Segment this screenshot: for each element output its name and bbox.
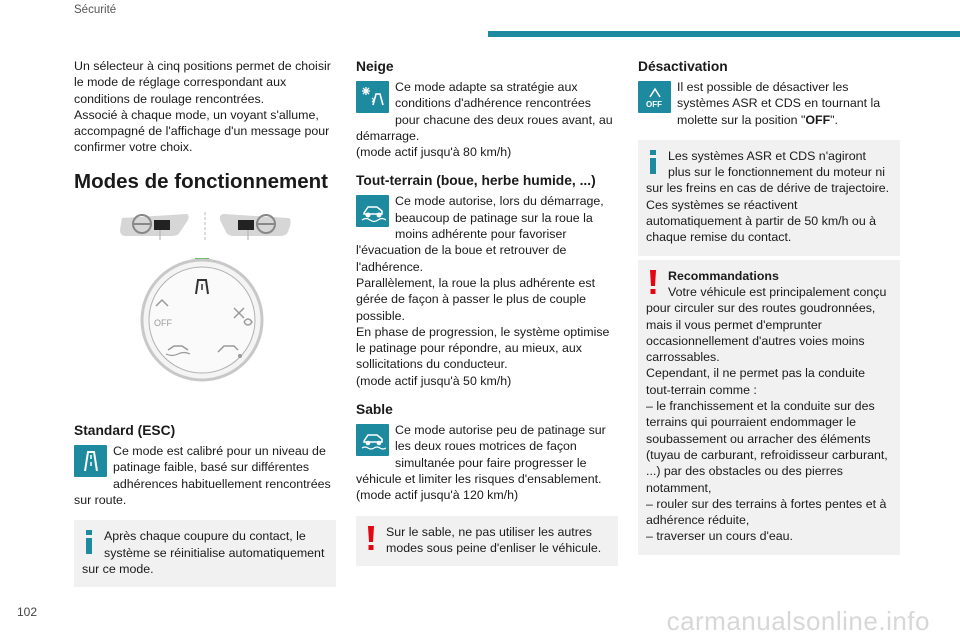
recommandations-text: Votre véhicule est principalement conçu pour circuler sur des routes goudronnées, mais il vous permet d'emprunter occasionnellement d'autres voies moins carrossables. Cependant, il ne permet pas la conduite tout-terrain comme : – le franchissement et la conduite sur des terrains qui pourraient endommager le soubassement ou arracher des éléments (tuyau de carburant, refroidisseur carburant, ...) par des obstacles ou des pierres notamment, – rouler sur des terrains à fortes pentes et à adhérence réduite, – traverser un cours d'eau. <box>646 284 888 544</box>
info-icon <box>82 530 96 556</box>
warning-icon <box>646 270 660 296</box>
header-accent-bar <box>488 31 960 37</box>
toutterrain-text: Ce mode autorise, lors du démarrage, beaucoup de patinage sur la roue la moins adhérente pour favoriser l'évacuation de la boue et retrouver de l'adhérence. Parallèlement, la roue la plus adhérente est gérée de façon à passer le plus de couple possible. En phase de progression, le système optimise le patinage pour répondre, au mieux, aux sollicitations du conducteur. (mode actif jusqu'à 50 km/h) <box>356 194 610 388</box>
column-1 <box>74 58 336 587</box>
desactivation-text-after: ". <box>830 112 838 127</box>
recommandations-title: Recommandations <box>668 268 779 283</box>
sand-car-icon <box>356 424 389 456</box>
warning-note-sable-text: Sur le sable, ne pas utiliser les autres modes sous peine d'enliser le véhicule. <box>386 524 602 555</box>
header-section-label: Sécurité <box>74 4 117 16</box>
dial-off-label: OFF <box>154 317 172 328</box>
toutterrain-title: Tout-terrain (boue, herbe humide, ...) <box>356 173 596 189</box>
info-note-standard <box>74 520 336 587</box>
steering-wheel-right-icon <box>220 214 291 240</box>
info-note-standard-text: Après chaque coupure du contact, le système se réinitialise automatiquement sur ce mode. <box>82 529 325 576</box>
road-car-icon <box>74 445 107 477</box>
standard-text: Ce mode est calibré pour un niveau de patinage faible, basé sur différentes adhérences habituellement rencontrées sur route. <box>74 444 331 507</box>
neige-text: Ce mode adapte sa stratégie aux conditions d'adhérence rencontrées pour chacune des deux roues avant, au démarrage. (mode actif jusqu'à 80 km/h) <box>356 80 613 160</box>
standard-title: Standard (ESC) <box>74 423 176 439</box>
info-note-desactivation-text: Les systèmes ASR et CDS n'agiront plus sur le fonctionnement du moteur ni sur les freins en cas de dérive de trajectoire. Ces systèmes se réactivent automatiquement à partir de 50 km/h ou à chaque remise du contact. <box>646 148 890 245</box>
neige-title: Neige <box>356 59 394 74</box>
column-3 <box>638 58 900 555</box>
mud-car-icon <box>356 195 389 227</box>
off-icon-label: OFF <box>645 100 662 109</box>
desactivation-title: Désactivation <box>638 59 728 74</box>
intro-text: Un sélecteur à cinq positions permet de choisir le mode de réglage correspondant aux conditions de roulage rencontrées. Associé à chaque mode, un voyant s'allume, accompagné de l'affichage d'un message pour confirmer votre choix. <box>74 59 331 155</box>
desactivation-text-before: Il est possible de désactiver les systèmes ASR et CDS en tournant la molette sur la position " <box>677 80 881 127</box>
mode-selector-dial <box>142 258 262 380</box>
info-note-desactivation <box>638 140 900 256</box>
section-heading: Modes de fonctionnement <box>74 169 328 193</box>
column-2 <box>356 58 618 566</box>
desactivation-text-off: OFF <box>805 112 831 127</box>
watermark: carmanualsonline.info <box>666 606 930 636</box>
snowflake-car-icon <box>356 81 389 113</box>
page-number: 102 <box>17 605 38 619</box>
sable-title: Sable <box>356 402 393 418</box>
warning-icon <box>364 526 378 552</box>
mode-selector-diagram <box>74 208 336 408</box>
desactivation-text <box>638 79 900 128</box>
steering-wheel-left-icon <box>120 214 189 240</box>
info-icon <box>646 150 660 176</box>
warning-note-recommandations <box>638 260 900 555</box>
off-car-icon <box>638 81 671 113</box>
warning-note-sable <box>356 516 618 567</box>
sable-text: Ce mode autorise peu de patinage sur les deux roues motrices de façon simultanée pour faire progresser le véhicule et limiter les risques d'ensablement. (mode actif jusqu'à 120 km/h) <box>356 423 606 503</box>
